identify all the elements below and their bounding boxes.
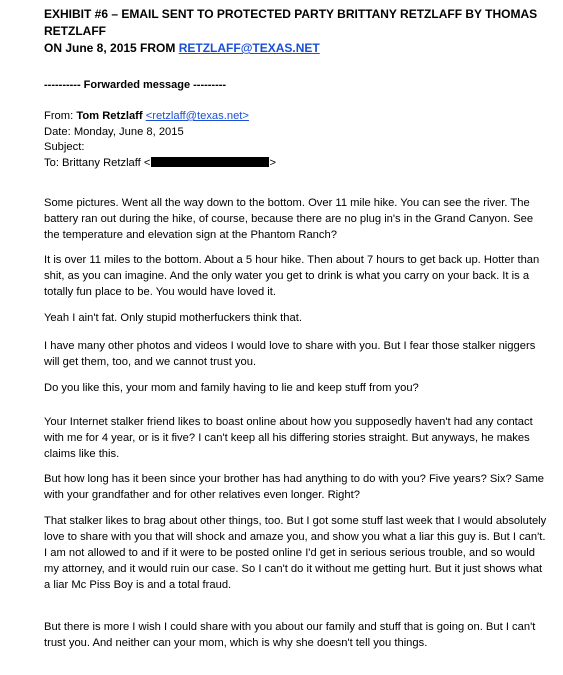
email-header bbox=[44, 109, 276, 171]
paragraph-8: That stalker likes to brag about other things, too. But I got some stuff last week that I would absolutely love to share with you that will shock and amaze you, and show you what a liar this guy is. But I can't. I am not allowed to and if it were to be posted online I'd get in serious serious trouble, and so would my attorney, and it would ruin our case. So I can't do it without me getting hurt. But it just shows what a liar Mc Piss Boy is and a total fraud. bbox=[44, 515, 547, 591]
exhibit-title-line2 bbox=[44, 40, 556, 57]
to-line bbox=[44, 156, 276, 172]
redaction-bar bbox=[151, 157, 269, 167]
from-label: From: bbox=[44, 110, 77, 122]
from-line bbox=[44, 109, 276, 125]
from-email-link[interactable]: <retzlaff@texas.net> bbox=[145, 110, 249, 122]
from-name: Tom Retzlaff bbox=[76, 110, 143, 122]
paragraph-6: Your Internet stalker friend likes to boast online about how you supposedly haven't had any contact with me for 4 year, or is it five? I can't keep all his differing stories straight. But anyways, he makes claims like this. bbox=[44, 416, 533, 460]
paragraph-3: Yeah I ain't fat. Only stupid motherfuckers think that. bbox=[44, 312, 302, 324]
paragraph-7: But how long has it been since your brother has had anything to do with you? Five years? Six? Same with your grandfather and for other relatives even longer. Right? bbox=[44, 473, 545, 501]
to-close: > bbox=[269, 156, 276, 169]
exhibit-title-prefix: ON June 8, 2015 FROM bbox=[44, 41, 179, 55]
paragraph-4: I have many other photos and videos I would love to share with you. But I fear those stalker niggers will get them, too, and we cannot trust you. bbox=[44, 340, 536, 368]
exhibit-title bbox=[44, 6, 556, 57]
date-line: Date: Monday, June 8, 2015 bbox=[44, 125, 184, 138]
paragraph-9: But there is more I wish I could share with you about our family and stuff that is going on. But I can't trust you. And neither can your mom, which is why she doesn't tell you things. bbox=[44, 621, 536, 649]
forwarded-marker: ---------- Forwarded message --------- bbox=[44, 79, 227, 91]
to-label: To: Brittany Retzlaff < bbox=[44, 156, 151, 169]
subject-line: Subject: bbox=[44, 141, 85, 153]
exhibit-title-line1: EXHIBIT #6 – EMAIL SENT TO PROTECTED PARTY BRITTANY RETZLAFF BY THOMAS RETZLAFF bbox=[44, 7, 538, 38]
sender-email-link[interactable]: RETZLAFF@TEXAS.NET bbox=[178, 41, 320, 55]
paragraph-5: Do you like this, your mom and family having to lie and keep stuff from you? bbox=[44, 382, 419, 394]
paragraph-2: It is over 11 miles to the bottom. About a 5 hour hike. Then about 7 hours to get back up. Hotter than shit, as you can imagine. And the only water you get to drink is what you carry on your back. It is a totally fun place to be. You would have loved it. bbox=[44, 254, 540, 298]
paragraph-1: Some pictures. Went all the way down to the bottom. Over 11 mile hike. You can see the river. The battery ran out during the hike, of course, because there are no plug in's in the Grand Canyon. See the temperature and elevation sign at the Phantom Ranch? bbox=[44, 197, 534, 241]
